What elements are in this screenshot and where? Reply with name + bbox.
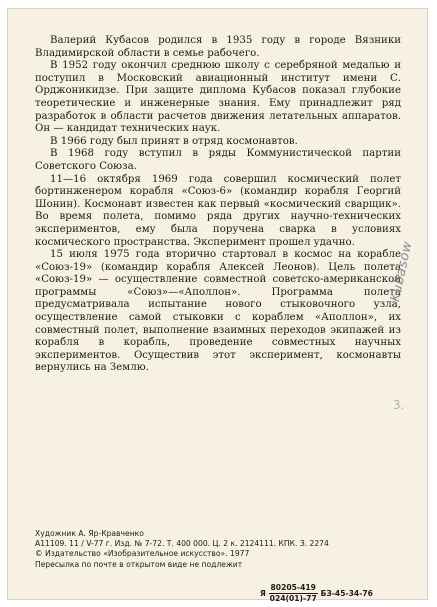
code-series: БЗ-45-34-76 [320, 588, 373, 598]
paragraph-birth: Валерий Кубасов родился в 1935 году в городе Вязники Владимирской области в семье рабочего. [35, 35, 401, 59]
print-info: А11109. 11 / V-77 г. Изд. № 7-72. Т. 400 000. Ц. 2 к. 2124111. КПК. З. 2274 [35, 539, 329, 549]
code-prefix: Я [260, 588, 266, 598]
artist-credit: Художник А. Яр-Кравченко [35, 529, 144, 538]
imprint [35, 529, 415, 570]
biography-text [35, 35, 401, 375]
paragraph-party: В 1968 году вступил в ряды Коммунистической партии Советского Союза. [35, 148, 401, 172]
paragraph-soyuz-6: 11—16 октября 1969 года совершил космический полет бортинженером корабля «Союз-6» (командир корабля Георгий Шонин). Космонавт известен как первый «космический сварщик». Во время полета, помимо ряда других научно-технических экспериментов, ему была поручена сварка в условиях космического пространства. Эксперимент прошел удачно. [35, 173, 401, 248]
paragraph-cosmonaut-corps: В 1966 году был принят в отряд космонавтов. [50, 135, 298, 147]
pencil-mark: 3. [393, 398, 405, 412]
paragraph-soyuz-19: 15 июля 1975 года вторично стартовал в космос на корабле «Союз-19» (командир корабля Алексей Леонов). Цель полета «Союз-19» — осуществление совместной советско-американской программы «Союз»—«Аполлон». Программа полета предусматривала испытание нового стыковочного узла, осуществление самой стыковки с кораблем «Аполлон», их совместный полет, выполнение взаимных переходов экипажей из корабля в корабль, проведение совместных научных экспериментов. Осуществив этот эксперимент, космонавты вернулись на Землю. [35, 249, 401, 374]
publisher: © Издательство «Изобразительное искусство». 1977 [35, 549, 250, 559]
paragraph-education: В 1952 году окончил среднюю школу с серебряной медалью и поступил в Московский авиационный институт имени С. Орджоникидзе. При защите диплома Кубасов показал глубокие теоретические и инженерные знания. Ему принадлежит ряд разработок в области расчетов движения летательных аппаратов. Он — кандидат технических наук. [35, 60, 401, 135]
code-numerator: 80205-419 [270, 583, 316, 592]
postcard-back [7, 8, 428, 603]
code-fraction [269, 583, 318, 604]
handwritten-name: Kubasow [388, 239, 416, 304]
code-denominator: 024(01)-77 [269, 594, 317, 603]
postal-note: Пересылка по почте в открытом виде не подлежит [35, 559, 243, 569]
catalog-codes [260, 583, 373, 604]
